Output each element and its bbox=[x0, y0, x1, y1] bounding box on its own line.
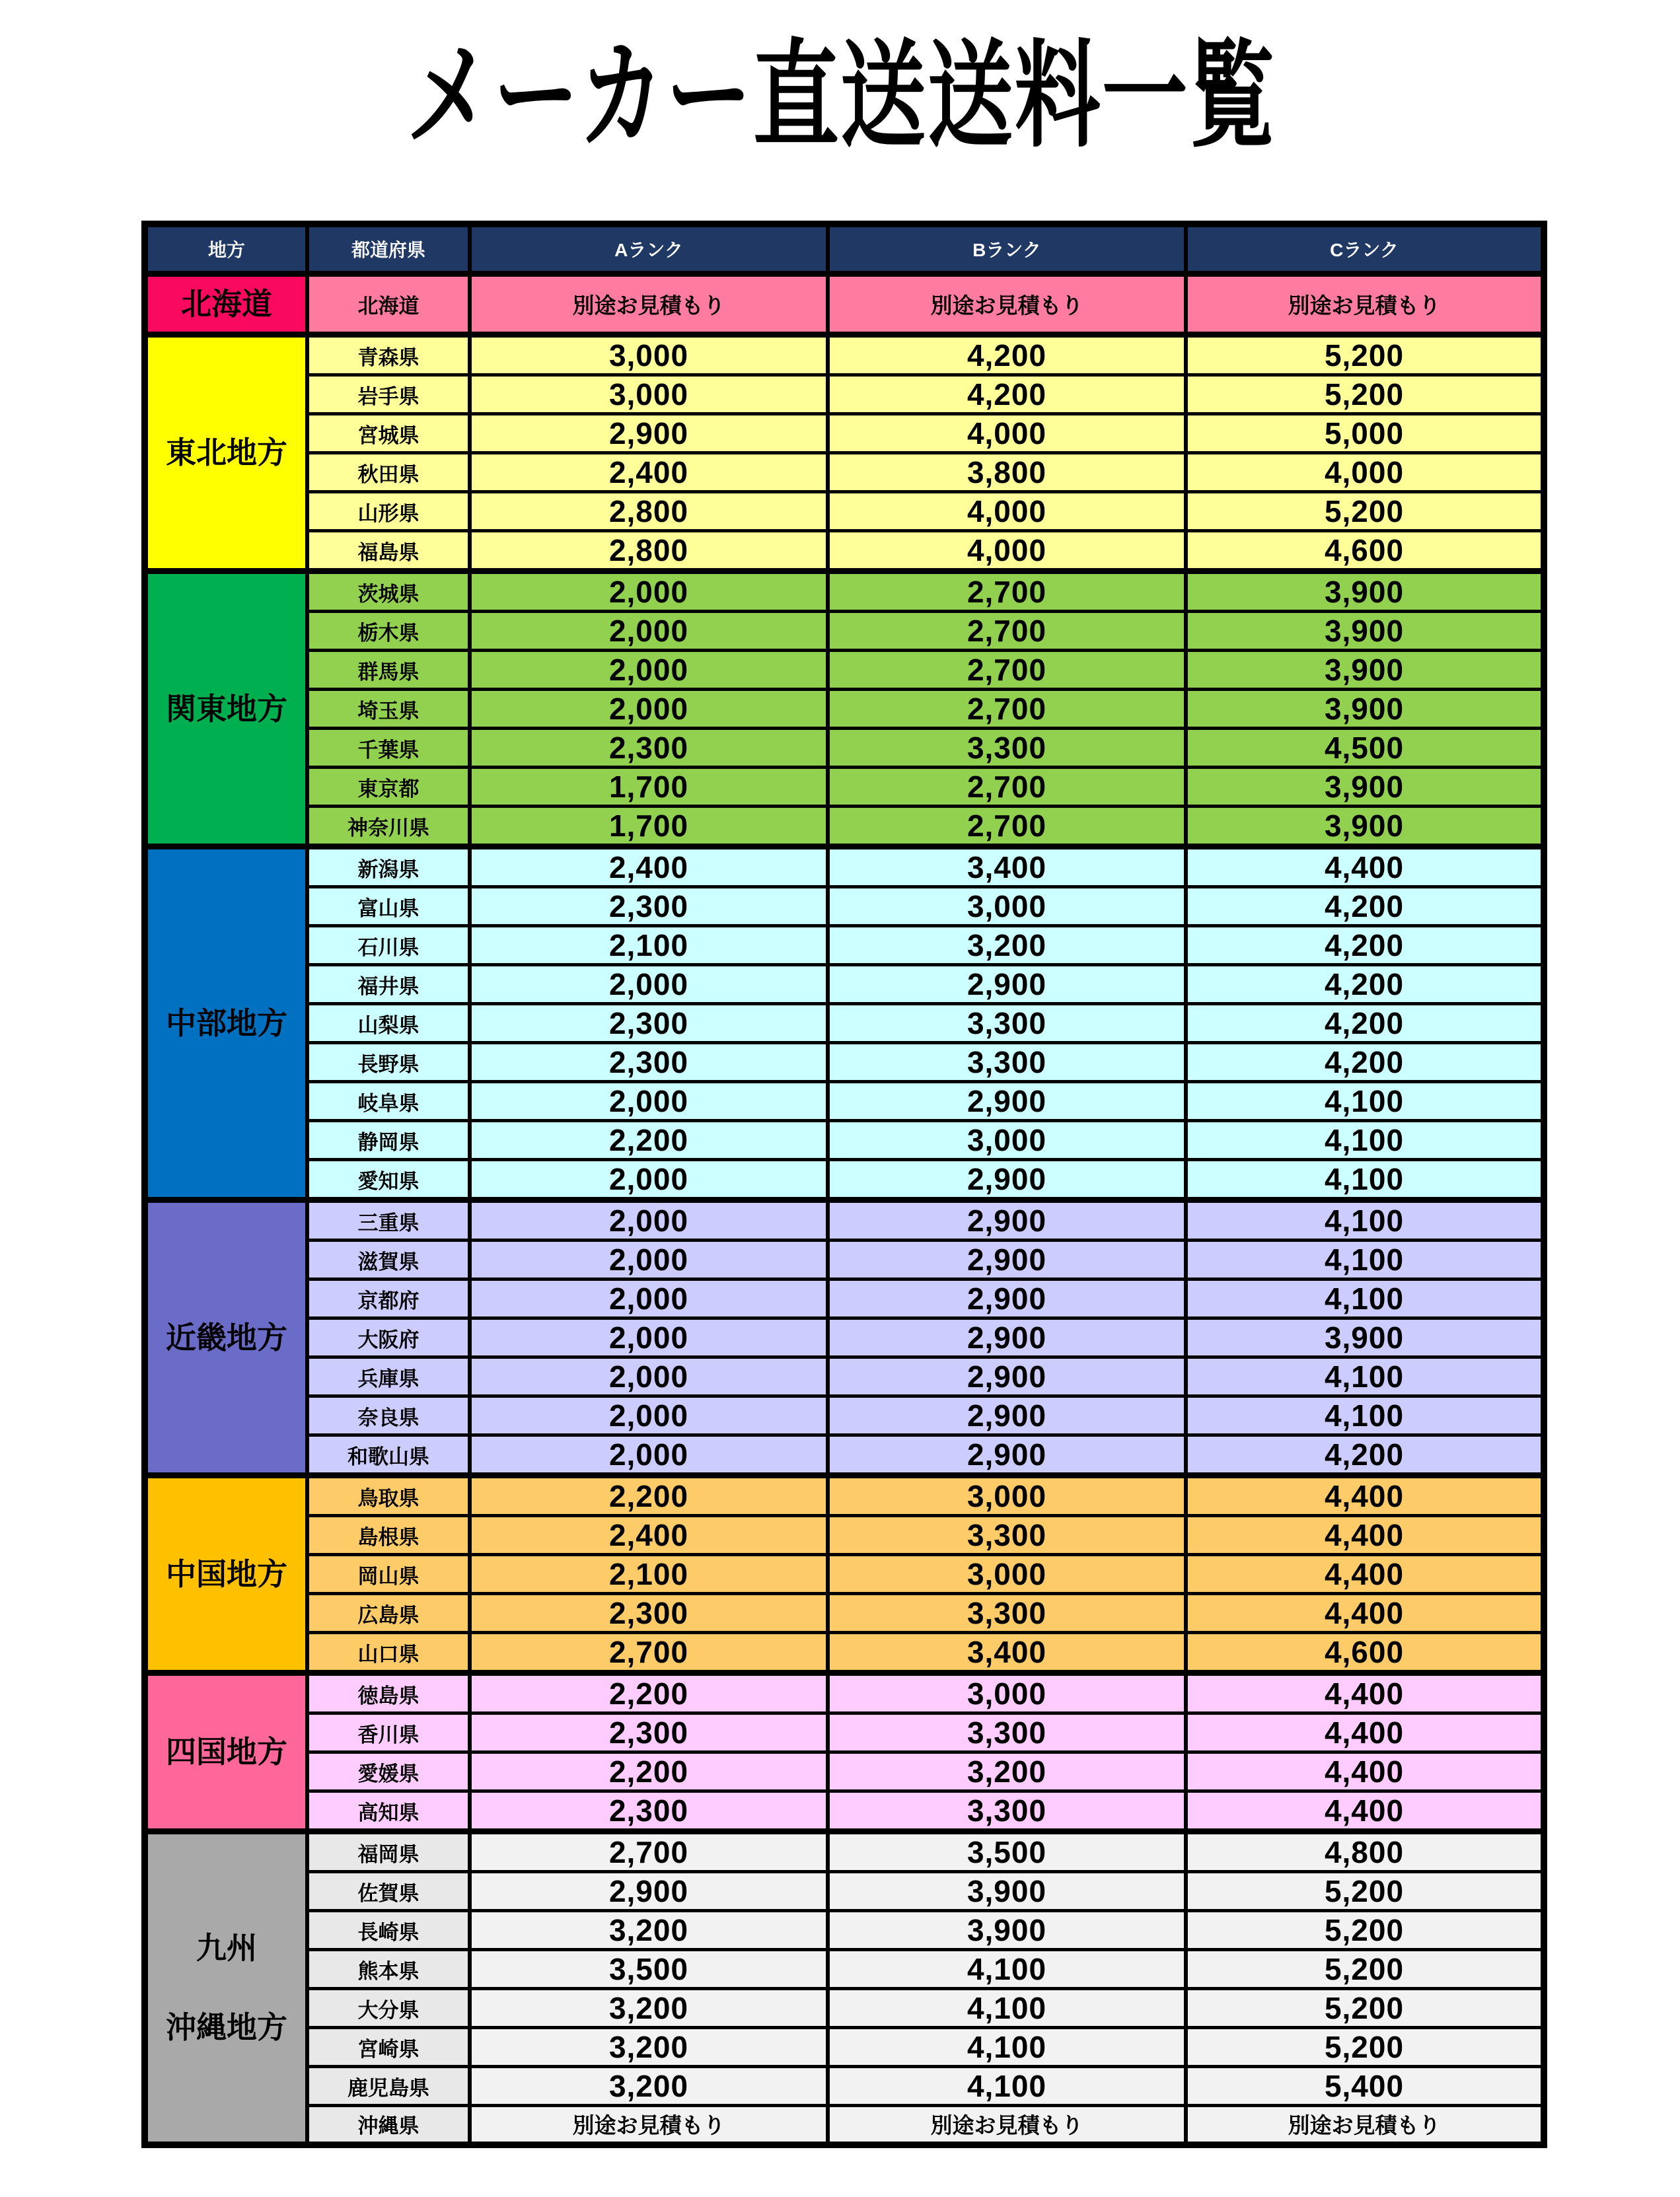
fee-cell-rank-b: 2,900 bbox=[828, 1357, 1186, 1396]
prefecture-cell: 佐賀県 bbox=[307, 1872, 470, 1911]
fee-cell-rank-a: 1,700 bbox=[470, 807, 828, 847]
region-label: 東北地方 bbox=[166, 435, 287, 470]
fee-cell-rank-b: 2,700 bbox=[828, 690, 1186, 729]
prefecture-cell: 千葉県 bbox=[307, 729, 470, 768]
fee-cell-rank-c: 5,200 bbox=[1186, 2028, 1544, 2067]
fee-cell-rank-c: 5,200 bbox=[1186, 1950, 1544, 1989]
prefecture-cell: 岩手県 bbox=[307, 375, 470, 414]
fee-cell-rank-c: 4,400 bbox=[1186, 1673, 1544, 1713]
fee-cell-rank-a: 2,000 bbox=[470, 1396, 828, 1435]
fee-cell-rank-c: 4,400 bbox=[1186, 847, 1544, 887]
fee-cell-rank-b: 2,900 bbox=[828, 1082, 1186, 1121]
region-cell bbox=[145, 847, 307, 1200]
fee-cell-rank-c: 5,200 bbox=[1186, 375, 1544, 414]
fee-cell-rank-c: 5,000 bbox=[1186, 414, 1544, 453]
fee-cell-rank-a: 別途お見積もり bbox=[470, 274, 828, 335]
fee-cell-rank-b: 2,900 bbox=[828, 1160, 1186, 1200]
table-row bbox=[145, 492, 1544, 531]
fee-cell-rank-c: 3,900 bbox=[1186, 768, 1544, 807]
fee-cell-rank-c: 4,100 bbox=[1186, 1200, 1544, 1241]
table-row bbox=[145, 887, 1544, 926]
fee-cell-rank-b: 3,300 bbox=[828, 1004, 1186, 1043]
prefecture-cell: 山梨県 bbox=[307, 1004, 470, 1043]
fee-cell-rank-b: 3,800 bbox=[828, 453, 1186, 492]
region-label: 北海道 bbox=[181, 287, 272, 322]
table-row bbox=[145, 1516, 1544, 1555]
prefecture-cell: 静岡県 bbox=[307, 1121, 470, 1160]
table-row bbox=[145, 1989, 1544, 2028]
fee-cell-rank-a: 2,900 bbox=[470, 1872, 828, 1911]
table-row bbox=[145, 1200, 1544, 1241]
table-row bbox=[145, 1082, 1544, 1121]
fee-cell-rank-a: 2,400 bbox=[470, 847, 828, 887]
fee-cell-rank-c: 3,900 bbox=[1186, 612, 1544, 651]
table-row bbox=[145, 1713, 1544, 1752]
fee-cell-rank-c: 4,200 bbox=[1186, 1004, 1544, 1043]
fee-cell-rank-a: 別途お見積もり bbox=[470, 2106, 828, 2145]
region-cell bbox=[145, 1476, 307, 1673]
table-row bbox=[145, 1872, 1544, 1911]
fee-cell-rank-c: 3,900 bbox=[1186, 807, 1544, 847]
fee-cell-rank-a: 2,300 bbox=[470, 1594, 828, 1633]
table-row bbox=[145, 1476, 1544, 1516]
region-label: 沖縄地方 bbox=[166, 2010, 287, 2045]
fee-cell-rank-c: 5,200 bbox=[1186, 1989, 1544, 2028]
table-row bbox=[145, 1241, 1544, 1279]
prefecture-cell: 香川県 bbox=[307, 1713, 470, 1752]
fee-cell-rank-a: 2,000 bbox=[470, 571, 828, 612]
fee-cell-rank-b: 3,200 bbox=[828, 1752, 1186, 1791]
prefecture-cell: 高知県 bbox=[307, 1791, 470, 1832]
prefecture-cell: 愛媛県 bbox=[307, 1752, 470, 1791]
prefecture-cell: 宮城県 bbox=[307, 414, 470, 453]
region-cell bbox=[145, 571, 307, 847]
fee-cell-rank-b: 3,200 bbox=[828, 926, 1186, 965]
table-row bbox=[145, 729, 1544, 768]
header-row bbox=[145, 224, 1544, 274]
table-row bbox=[145, 690, 1544, 729]
fee-cell-rank-c: 4,400 bbox=[1186, 1594, 1544, 1633]
fee-cell-rank-c: 3,900 bbox=[1186, 690, 1544, 729]
fee-cell-rank-a: 2,700 bbox=[470, 1832, 828, 1872]
fee-cell-rank-b: 3,400 bbox=[828, 847, 1186, 887]
fee-cell-rank-a: 2,000 bbox=[470, 1160, 828, 1200]
region-cell bbox=[145, 1832, 307, 2145]
fee-cell-rank-a: 3,200 bbox=[470, 2067, 828, 2106]
fee-cell-rank-a: 2,200 bbox=[470, 1752, 828, 1791]
table-row bbox=[145, 926, 1544, 965]
fee-cell-rank-b: 2,900 bbox=[828, 1435, 1186, 1476]
prefecture-cell: 北海道 bbox=[307, 274, 470, 335]
prefecture-cell: 兵庫県 bbox=[307, 1357, 470, 1396]
table-row bbox=[145, 335, 1544, 375]
fee-cell-rank-b: 3,000 bbox=[828, 1121, 1186, 1160]
fee-cell-rank-b: 2,900 bbox=[828, 1318, 1186, 1357]
fee-cell-rank-b: 4,000 bbox=[828, 414, 1186, 453]
region-cell bbox=[145, 1200, 307, 1476]
table-row bbox=[145, 2067, 1544, 2106]
prefecture-cell: 東京都 bbox=[307, 768, 470, 807]
table-row bbox=[145, 1435, 1544, 1476]
prefecture-cell: 岐阜県 bbox=[307, 1082, 470, 1121]
column-header-prefecture: 都道府県 bbox=[307, 224, 470, 274]
fee-cell-rank-a: 2,100 bbox=[470, 926, 828, 965]
prefecture-cell: 鳥取県 bbox=[307, 1476, 470, 1516]
prefecture-cell: 栃木県 bbox=[307, 612, 470, 651]
fee-cell-rank-a: 2,700 bbox=[470, 1633, 828, 1673]
table-row bbox=[145, 1555, 1544, 1594]
fee-cell-rank-b: 4,200 bbox=[828, 375, 1186, 414]
column-header-rank-c: Cランク bbox=[1186, 224, 1544, 274]
table-row bbox=[145, 965, 1544, 1004]
fee-cell-rank-c: 3,900 bbox=[1186, 1318, 1544, 1357]
table-row bbox=[145, 1673, 1544, 1713]
fee-cell-rank-b: 2,700 bbox=[828, 768, 1186, 807]
region-label: 四国地方 bbox=[166, 1735, 287, 1770]
fee-cell-rank-c: 4,100 bbox=[1186, 1241, 1544, 1279]
shipping-fee-table bbox=[141, 221, 1547, 2148]
table-row bbox=[145, 571, 1544, 612]
fee-cell-rank-a: 3,000 bbox=[470, 335, 828, 375]
fee-cell-rank-a: 2,300 bbox=[470, 1713, 828, 1752]
fee-cell-rank-a: 2,000 bbox=[470, 1082, 828, 1121]
table-row bbox=[145, 1279, 1544, 1318]
fee-cell-rank-a: 1,700 bbox=[470, 768, 828, 807]
fee-cell-rank-b: 別途お見積もり bbox=[828, 2106, 1186, 2145]
table-row bbox=[145, 1318, 1544, 1357]
prefecture-cell: 神奈川県 bbox=[307, 807, 470, 847]
fee-cell-rank-c: 4,600 bbox=[1186, 531, 1544, 571]
fee-cell-rank-b: 3,000 bbox=[828, 1555, 1186, 1594]
fee-cell-rank-c: 4,200 bbox=[1186, 887, 1544, 926]
table-row bbox=[145, 807, 1544, 847]
table-row bbox=[145, 375, 1544, 414]
region-label: 近畿地方 bbox=[166, 1320, 287, 1355]
table-row bbox=[145, 1791, 1544, 1832]
fee-cell-rank-a: 2,000 bbox=[470, 651, 828, 690]
fee-cell-rank-c: 4,200 bbox=[1186, 965, 1544, 1004]
fee-cell-rank-c: 4,400 bbox=[1186, 1476, 1544, 1516]
prefecture-cell: 滋賀県 bbox=[307, 1241, 470, 1279]
fee-cell-rank-a: 3,200 bbox=[470, 2028, 828, 2067]
table-row bbox=[145, 1832, 1544, 1872]
fee-cell-rank-a: 2,300 bbox=[470, 729, 828, 768]
fee-cell-rank-b: 2,900 bbox=[828, 965, 1186, 1004]
table-row bbox=[145, 453, 1544, 492]
fee-cell-rank-b: 3,400 bbox=[828, 1633, 1186, 1673]
prefecture-cell: 愛知県 bbox=[307, 1160, 470, 1200]
fee-cell-rank-b: 2,700 bbox=[828, 807, 1186, 847]
prefecture-cell: 青森県 bbox=[307, 335, 470, 375]
fee-cell-rank-b: 4,100 bbox=[828, 2067, 1186, 2106]
fee-cell-rank-a: 2,300 bbox=[470, 887, 828, 926]
region-label: 中部地方 bbox=[166, 1005, 287, 1040]
fee-cell-rank-a: 2,800 bbox=[470, 492, 828, 531]
prefecture-cell: 大阪府 bbox=[307, 1318, 470, 1357]
table-row bbox=[145, 1043, 1544, 1082]
table-row bbox=[145, 768, 1544, 807]
fee-cell-rank-b: 4,000 bbox=[828, 492, 1186, 531]
fee-cell-rank-b: 3,000 bbox=[828, 1673, 1186, 1713]
fee-cell-rank-a: 2,400 bbox=[470, 453, 828, 492]
prefecture-cell: 福岡県 bbox=[307, 1832, 470, 1872]
prefecture-cell: 鹿児島県 bbox=[307, 2067, 470, 2106]
fee-cell-rank-a: 2,100 bbox=[470, 1555, 828, 1594]
prefecture-cell: 福井県 bbox=[307, 965, 470, 1004]
fee-cell-rank-c: 別途お見積もり bbox=[1186, 274, 1544, 335]
fee-cell-rank-a: 2,300 bbox=[470, 1043, 828, 1082]
column-header-rank-b: Bランク bbox=[828, 224, 1186, 274]
fee-cell-rank-b: 3,300 bbox=[828, 729, 1186, 768]
fee-cell-rank-b: 4,100 bbox=[828, 1989, 1186, 2028]
fee-cell-rank-b: 2,900 bbox=[828, 1241, 1186, 1279]
prefecture-cell: 徳島県 bbox=[307, 1673, 470, 1713]
fee-cell-rank-c: 5,200 bbox=[1186, 1872, 1544, 1911]
prefecture-cell: 新潟県 bbox=[307, 847, 470, 887]
fee-cell-rank-c: 4,200 bbox=[1186, 1043, 1544, 1082]
prefecture-cell: 沖縄県 bbox=[307, 2106, 470, 2145]
fee-cell-rank-c: 4,400 bbox=[1186, 1791, 1544, 1832]
fee-cell-rank-a: 3,200 bbox=[470, 1989, 828, 2028]
fee-cell-rank-b: 2,900 bbox=[828, 1279, 1186, 1318]
fee-cell-rank-c: 4,100 bbox=[1186, 1357, 1544, 1396]
fee-cell-rank-a: 2,200 bbox=[470, 1673, 828, 1713]
fee-cell-rank-b: 別途お見積もり bbox=[828, 274, 1186, 335]
prefecture-cell: 熊本県 bbox=[307, 1950, 470, 1989]
page-title: メーカー直送送料一覧 bbox=[406, 30, 1276, 161]
fee-cell-rank-a: 2,900 bbox=[470, 414, 828, 453]
fee-cell-rank-b: 2,700 bbox=[828, 612, 1186, 651]
fee-cell-rank-c: 4,600 bbox=[1186, 1633, 1544, 1673]
table-row bbox=[145, 1752, 1544, 1791]
fee-cell-rank-b: 4,100 bbox=[828, 1950, 1186, 1989]
region-cell bbox=[145, 274, 307, 335]
fee-cell-rank-c: 4,100 bbox=[1186, 1396, 1544, 1435]
fee-cell-rank-c: 4,100 bbox=[1186, 1160, 1544, 1200]
fee-cell-rank-a: 2,200 bbox=[470, 1476, 828, 1516]
fee-cell-rank-b: 3,500 bbox=[828, 1832, 1186, 1872]
fee-cell-rank-b: 2,900 bbox=[828, 1200, 1186, 1241]
table-row bbox=[145, 1911, 1544, 1950]
fee-cell-rank-c: 4,800 bbox=[1186, 1832, 1544, 1872]
fee-cell-rank-a: 2,400 bbox=[470, 1516, 828, 1555]
table-row bbox=[145, 1160, 1544, 1200]
prefecture-cell: 三重県 bbox=[307, 1200, 470, 1241]
region-cell bbox=[145, 1673, 307, 1832]
table-row bbox=[145, 2106, 1544, 2145]
fee-cell-rank-a: 3,200 bbox=[470, 1911, 828, 1950]
fee-cell-rank-b: 2,700 bbox=[828, 651, 1186, 690]
fee-cell-rank-c: 4,200 bbox=[1186, 1435, 1544, 1476]
fee-cell-rank-b: 3,900 bbox=[828, 1911, 1186, 1950]
fee-cell-rank-a: 2,000 bbox=[470, 690, 828, 729]
prefecture-cell: 和歌山県 bbox=[307, 1435, 470, 1476]
table-row bbox=[145, 1950, 1544, 1989]
fee-cell-rank-a: 2,000 bbox=[470, 1279, 828, 1318]
fee-cell-rank-b: 3,300 bbox=[828, 1043, 1186, 1082]
fee-cell-rank-b: 3,300 bbox=[828, 1594, 1186, 1633]
fee-cell-rank-c: 3,900 bbox=[1186, 651, 1544, 690]
table-row bbox=[145, 1594, 1544, 1633]
fee-cell-rank-c: 4,100 bbox=[1186, 1082, 1544, 1121]
fee-cell-rank-a: 2,000 bbox=[470, 1318, 828, 1357]
fee-cell-rank-a: 2,300 bbox=[470, 1791, 828, 1832]
fee-cell-rank-a: 3,500 bbox=[470, 1950, 828, 1989]
table-row bbox=[145, 274, 1544, 335]
fee-cell-rank-b: 2,700 bbox=[828, 571, 1186, 612]
prefecture-cell: 福島県 bbox=[307, 531, 470, 571]
prefecture-cell: 群馬県 bbox=[307, 651, 470, 690]
fee-cell-rank-a: 3,000 bbox=[470, 375, 828, 414]
fee-cell-rank-c: 4,400 bbox=[1186, 1555, 1544, 1594]
prefecture-cell: 岡山県 bbox=[307, 1555, 470, 1594]
fee-cell-rank-a: 2,000 bbox=[470, 1241, 828, 1279]
prefecture-cell: 山形県 bbox=[307, 492, 470, 531]
region-label: 九州 bbox=[196, 1930, 257, 1965]
table-row bbox=[145, 651, 1544, 690]
table-row bbox=[145, 531, 1544, 571]
fee-cell-rank-c: 4,200 bbox=[1186, 926, 1544, 965]
fee-cell-rank-c: 3,900 bbox=[1186, 571, 1544, 612]
fee-cell-rank-b: 2,900 bbox=[828, 1396, 1186, 1435]
fee-cell-rank-a: 2,000 bbox=[470, 612, 828, 651]
fee-cell-rank-a: 2,000 bbox=[470, 1435, 828, 1476]
fee-cell-rank-a: 2,800 bbox=[470, 531, 828, 571]
region-label: 中国地方 bbox=[166, 1556, 287, 1591]
table-row bbox=[145, 612, 1544, 651]
fee-cell-rank-c: 5,200 bbox=[1186, 335, 1544, 375]
fee-cell-rank-c: 5,200 bbox=[1186, 1911, 1544, 1950]
prefecture-cell: 山口県 bbox=[307, 1633, 470, 1673]
prefecture-cell: 埼玉県 bbox=[307, 690, 470, 729]
fee-cell-rank-a: 2,000 bbox=[470, 965, 828, 1004]
fee-cell-rank-b: 3,300 bbox=[828, 1791, 1186, 1832]
fee-cell-rank-c: 4,100 bbox=[1186, 1279, 1544, 1318]
region-cell bbox=[145, 335, 307, 571]
prefecture-cell: 京都府 bbox=[307, 1279, 470, 1318]
prefecture-cell: 長野県 bbox=[307, 1043, 470, 1082]
fee-cell-rank-c: 4,400 bbox=[1186, 1713, 1544, 1752]
prefecture-cell: 大分県 bbox=[307, 1989, 470, 2028]
fee-cell-rank-b: 3,900 bbox=[828, 1872, 1186, 1911]
prefecture-cell: 茨城県 bbox=[307, 571, 470, 612]
region-label: 関東地方 bbox=[166, 691, 287, 726]
fee-cell-rank-c: 4,000 bbox=[1186, 453, 1544, 492]
fee-cell-rank-c: 5,200 bbox=[1186, 492, 1544, 531]
prefecture-cell: 長崎県 bbox=[307, 1911, 470, 1950]
fee-cell-rank-c: 4,500 bbox=[1186, 729, 1544, 768]
prefecture-cell: 宮崎県 bbox=[307, 2028, 470, 2067]
prefecture-cell: 秋田県 bbox=[307, 453, 470, 492]
table-row bbox=[145, 847, 1544, 887]
fee-cell-rank-b: 4,200 bbox=[828, 335, 1186, 375]
fee-cell-rank-b: 4,000 bbox=[828, 531, 1186, 571]
prefecture-cell: 富山県 bbox=[307, 887, 470, 926]
fee-cell-rank-a: 2,000 bbox=[470, 1357, 828, 1396]
prefecture-cell: 島根県 bbox=[307, 1516, 470, 1555]
fee-cell-rank-a: 2,300 bbox=[470, 1004, 828, 1043]
column-header-rank-a: Aランク bbox=[470, 224, 828, 274]
fee-cell-rank-b: 3,300 bbox=[828, 1713, 1186, 1752]
table-row bbox=[145, 1633, 1544, 1673]
fee-cell-rank-c: 4,400 bbox=[1186, 1516, 1544, 1555]
table-row bbox=[145, 1121, 1544, 1160]
table-row bbox=[145, 1396, 1544, 1435]
fee-cell-rank-c: 4,100 bbox=[1186, 1121, 1544, 1160]
fee-cell-rank-a: 2,200 bbox=[470, 1121, 828, 1160]
fee-cell-rank-c: 別途お見積もり bbox=[1186, 2106, 1544, 2145]
prefecture-cell: 奈良県 bbox=[307, 1396, 470, 1435]
fee-cell-rank-a: 2,000 bbox=[470, 1200, 828, 1241]
fee-cell-rank-c: 4,400 bbox=[1186, 1752, 1544, 1791]
fee-cell-rank-c: 5,400 bbox=[1186, 2067, 1544, 2106]
fee-cell-rank-b: 3,000 bbox=[828, 1476, 1186, 1516]
table-body bbox=[145, 274, 1544, 2145]
table-row bbox=[145, 2028, 1544, 2067]
fee-cell-rank-b: 4,100 bbox=[828, 2028, 1186, 2067]
fee-cell-rank-b: 3,300 bbox=[828, 1516, 1186, 1555]
fee-cell-rank-b: 3,000 bbox=[828, 887, 1186, 926]
prefecture-cell: 広島県 bbox=[307, 1594, 470, 1633]
prefecture-cell: 石川県 bbox=[307, 926, 470, 965]
table-row bbox=[145, 1357, 1544, 1396]
table-row bbox=[145, 414, 1544, 453]
column-header-region: 地方 bbox=[145, 224, 307, 274]
table-row bbox=[145, 1004, 1544, 1043]
